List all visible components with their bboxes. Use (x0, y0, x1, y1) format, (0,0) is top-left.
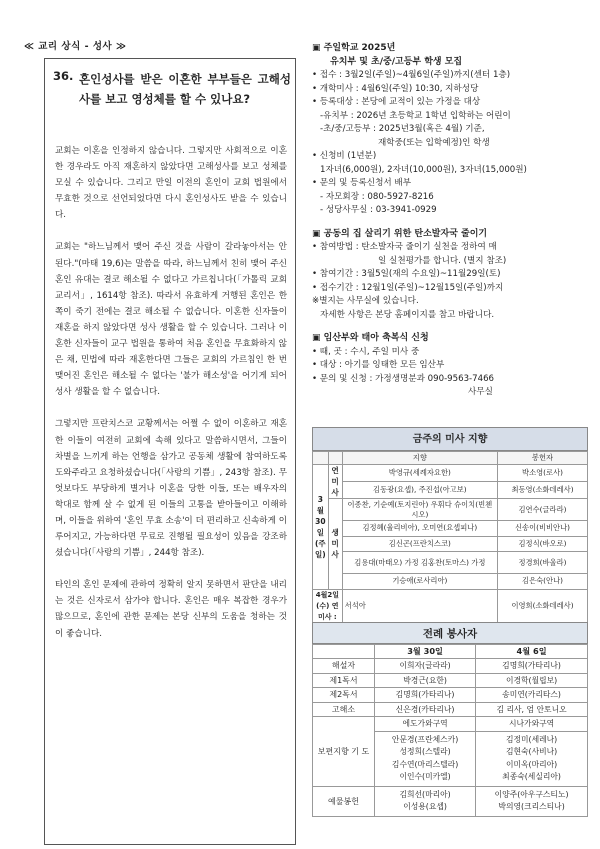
prayer-name: 김수연(마리스텔라) (391, 759, 459, 769)
answer-paragraph: 교회는 이혼을 인정하지 않습니다. 그렇지만 사회적으로 이혼한 경우라도 아직 재혼하지 않았다면 고해성사를 보고 성체를 모실 수 있습니다. 그리고 만일 이전의 혼인이 교회 법원에서 무효한 것으로 선언되었다면 다시 혼인성사도 받을 수 있습니다. (55, 146, 287, 221)
section-header: ≪ 교리 상식 - 성사 ≫ (24, 41, 127, 52)
server-b: 김명희(가타리나) (476, 659, 588, 674)
liturgy-servers (312, 622, 588, 817)
mass-by: 김은숙(안나) (498, 574, 588, 590)
offer-name: 박의영(크리스티나) (498, 802, 565, 811)
prayer-name: 성정희(스텔라) (399, 747, 451, 756)
notice-line: • 참여기간 : 3월5일(재의 수요일)~11월29일(토) (312, 269, 501, 279)
prayer-name: 이미옥(마리아) (505, 759, 558, 769)
notice-line: -초/중/고등부 : 2025년3월(혹은 4월) 기준, (320, 124, 485, 134)
mass-by: 정경희(바울라) (498, 552, 588, 574)
prayer-group-b: 시나가와구역 (476, 717, 588, 732)
prayer-name: 이인수(미카엘) (399, 772, 451, 781)
notice-line: • 문의 및 신청 : 가정생명분과 090-9563-7466 (312, 373, 495, 384)
notice-line: • 접수기간 : 12월1일(주일)~12월15일(주일)까지 (312, 282, 504, 293)
server-b: 이경학(월립보) (476, 673, 588, 688)
mass-by: 김연수(글라라) (498, 499, 588, 521)
notice-line: • 접수 : 3월2일(주일)~4월6일(주일)까지(센터 1층) (312, 70, 511, 80)
notice-subtitle: 유치부 및 초/중/고등부 학생 모집 (330, 56, 463, 67)
offer-name: 김희선(마리아) (399, 789, 451, 799)
server-b: 송미연(카리타스) (476, 688, 588, 703)
notice-title: ▣ 주일학교 2025년 (312, 43, 396, 53)
mass-footer-label: 4월2일(수) 연미사 : (313, 589, 343, 623)
offer-list-b (476, 786, 588, 816)
notice-line: • 대상 : 아기를 잉태한 모든 임산부 (312, 360, 445, 370)
answer-paragraph: 그렇지만 프란치스코 교황께서는 어쩔 수 없이 이혼하고 재혼한 이들이 여전히 교회에 속해 있다고 말씀하시면서, 그들이 차별을 느끼게 하는 언행을 삼가고 공동체 생활에 참여하도록 도와주라고 요청하셨습니다(「사랑의 기쁨」, 243항 참조). 무엇보다도 부당하게 별거나 이혼을 당한 이들, 또는 배우자의 학대로 함께 살 수 없게 된 이들의 고통을 받아들이고 이해하며, 이들을 위하여 '혼인 무효 소송'이 더 편리하고 신속하게 이루어지고, 가능하다면 무료로 진행될 필요성이 있음을 강조하셨습니다(「사랑의 기쁨」, 244항 참조). (55, 419, 287, 559)
col-date-b: 4월 6일 (476, 645, 588, 659)
offer-name: 이양주(아우구스티노) (494, 789, 569, 799)
mass-intent: 김정혜(율리비아), 오미연(요셉피나) (342, 521, 497, 537)
mass-intentions (312, 427, 588, 624)
notice-line: • 때, 곳 : 수시, 주일 미사 중 (312, 346, 420, 357)
offer-role: 예물봉헌 (313, 786, 375, 816)
notice-line: - 성당사무실 : 03-3941-0929 (320, 205, 437, 215)
mass-title: 금주의 미사 지향 (312, 427, 588, 451)
mass-by: 박소영(로사) (498, 465, 588, 482)
notice-line: • 등록대상 : 본당에 교적이 있는 가정을 대상 (312, 97, 481, 107)
mass-intent: 이종찬, 기순예(토지린아) 우휘다 슈이치(빈첸시오) (342, 499, 497, 521)
notice-line: 사무실 (468, 387, 493, 397)
prayer-group-a: 에도가와구역 (375, 717, 476, 732)
notice-line: 자세한 사항은 본당 홈페이지를 참고 바랍니다. (320, 309, 495, 320)
server-b: 김 리사, 엄 안토니오 (476, 702, 588, 717)
mass-by: 김정식(바오로) (498, 536, 588, 552)
prayer-name: 안문경(프란체스카) (391, 734, 459, 744)
server-role: 제1독서 (313, 673, 375, 688)
notice-line: • 문의 및 등록신청서 배부 (312, 178, 412, 188)
servers-title: 전례 봉사자 (312, 622, 588, 644)
prayer-list-a (375, 731, 476, 786)
notice-line: -유치부 : 2026년 초등학교 1학년 입학하는 어린이 (320, 110, 511, 121)
mass-group-1: 연미사 (328, 465, 342, 499)
mass-footer-intent: 서석아 (342, 589, 497, 623)
mass-table (312, 451, 588, 624)
qa-box (44, 58, 296, 845)
server-a: 김명희(가타리나) (375, 688, 476, 703)
answer-paragraph: 교회는 "하느님께서 맺어 주신 것을 사람이 갈라놓아서는 안 된다."(마태 19,6)는 말씀을 따라, 하느님께서 친히 맺어 주신 혼인 유대는 결코 해소될 수 없다고 가르칩니다(「가톨릭 교회 교리서」, 1614항 참조). 따라서 유효하게 거행된 혼인은 한쪽이 죽기 전에는 결코 해소될 수 없습니다. 이혼한 신자들이 재혼을 하지 않았다면 성사 생활을 할 수 있습니다. 그러나 이혼한 신자들이 교구 법원을 통하여 처음 혼인을 무효화하지 않은 채, 민법에 따라 재혼한다면 그들은 교회의 가르침인 한 번 맺어진 혼인은 해소될 수 없다는 '불가 해소성'을 어기게 되어 성사 생활을 할 수 없습니다. (55, 242, 287, 398)
notice-section (312, 228, 588, 323)
prayer-list-b (476, 731, 588, 786)
prayer-name: 김정미(세레나) (505, 734, 558, 744)
col-requester: 봉헌자 (498, 452, 588, 465)
mass-intent: 김동광(요셉), 주진섭(아고보) (342, 482, 497, 499)
offer-name: 이성용(요셉) (403, 802, 447, 811)
offer-list-a (375, 786, 476, 816)
server-role: 고해소 (313, 702, 375, 717)
mass-intent: 김용대(마태오) 가정 김홍찬(토마스) 가정 (342, 552, 497, 574)
notice-title: ▣ 공동의 집 살리기 위한 탄소발자국 줄이기 (312, 228, 488, 239)
col-intention: 지향 (342, 452, 497, 465)
notice-section (312, 42, 588, 218)
answer-paragraph: 타인의 혼인 문제에 관하여 정확히 알지 못하면서 판단을 내리는 것은 신자로서 삼가야 합니다. 혼인은 매우 복잡한 경우가 많으므로, 혼인에 관한 문제는 본당 신부의 도움을 청하는 것이 좋습니다. (55, 580, 287, 639)
notice-line: • 신청비 (1년분) (312, 151, 377, 161)
mass-by: 신송이(비비안나) (498, 521, 588, 537)
notice-line: - 자모회장 : 080-5927-8216 (320, 191, 434, 202)
question-title: 혼인성사를 받은 이혼한 부부들은 고해성사를 보고 영성체를 할 수 있나요? (79, 72, 291, 106)
mass-date: 3월 30일 (주일) (313, 465, 329, 590)
mass-group-2: 생미사 (328, 499, 342, 590)
notice-line: 1자녀(6,000원), 2자녀(10,000원), 3자녀(15,000원) (320, 164, 527, 175)
server-role: 해설자 (313, 659, 375, 674)
server-role: 제2독서 (313, 688, 375, 703)
notice-section (312, 332, 588, 400)
question-number: 36. (53, 69, 74, 83)
prayer-name: 김현숙(사비나) (505, 747, 558, 756)
notice-line: • 개학미사 : 4월6일(주일) 10:30, 지하성당 (312, 83, 479, 94)
col-date-a: 3월 30일 (375, 645, 476, 659)
notices (312, 42, 588, 410)
server-a: 박경근(요한) (375, 673, 476, 688)
prayer-role: 보편지향 기 도 (313, 717, 375, 787)
servers-table (312, 644, 588, 817)
notice-line: • 참여방법 : 탄소발자국 줄이기 실천을 정하여 매 (312, 242, 497, 252)
server-a: 신은경(카타리나) (375, 702, 476, 717)
mass-intent: 김신곤(프란치스코) (342, 536, 497, 552)
mass-intent: 기승애(로사리아) (342, 574, 497, 590)
notice-line: 일 실천평가를 합니다. (별지 참조) (378, 255, 507, 266)
answer-text (55, 143, 287, 658)
prayer-name: 최종숙(세실리아) (502, 772, 561, 781)
server-a: 이희자(글라라) (375, 659, 476, 674)
notice-line: 재학중(또는 입학예정)인 학생 (378, 137, 490, 148)
mass-by: 최동영(소화데레사) (498, 482, 588, 499)
notice-title: ▣ 임산부와 태아 축복식 신청 (312, 333, 429, 343)
mass-intent: 박영규(세례자요한) (342, 465, 497, 482)
mass-footer-by: 이영희(소화데레사) (498, 589, 588, 623)
notice-line: ※별지는 사무실에 있습니다. (312, 296, 419, 306)
